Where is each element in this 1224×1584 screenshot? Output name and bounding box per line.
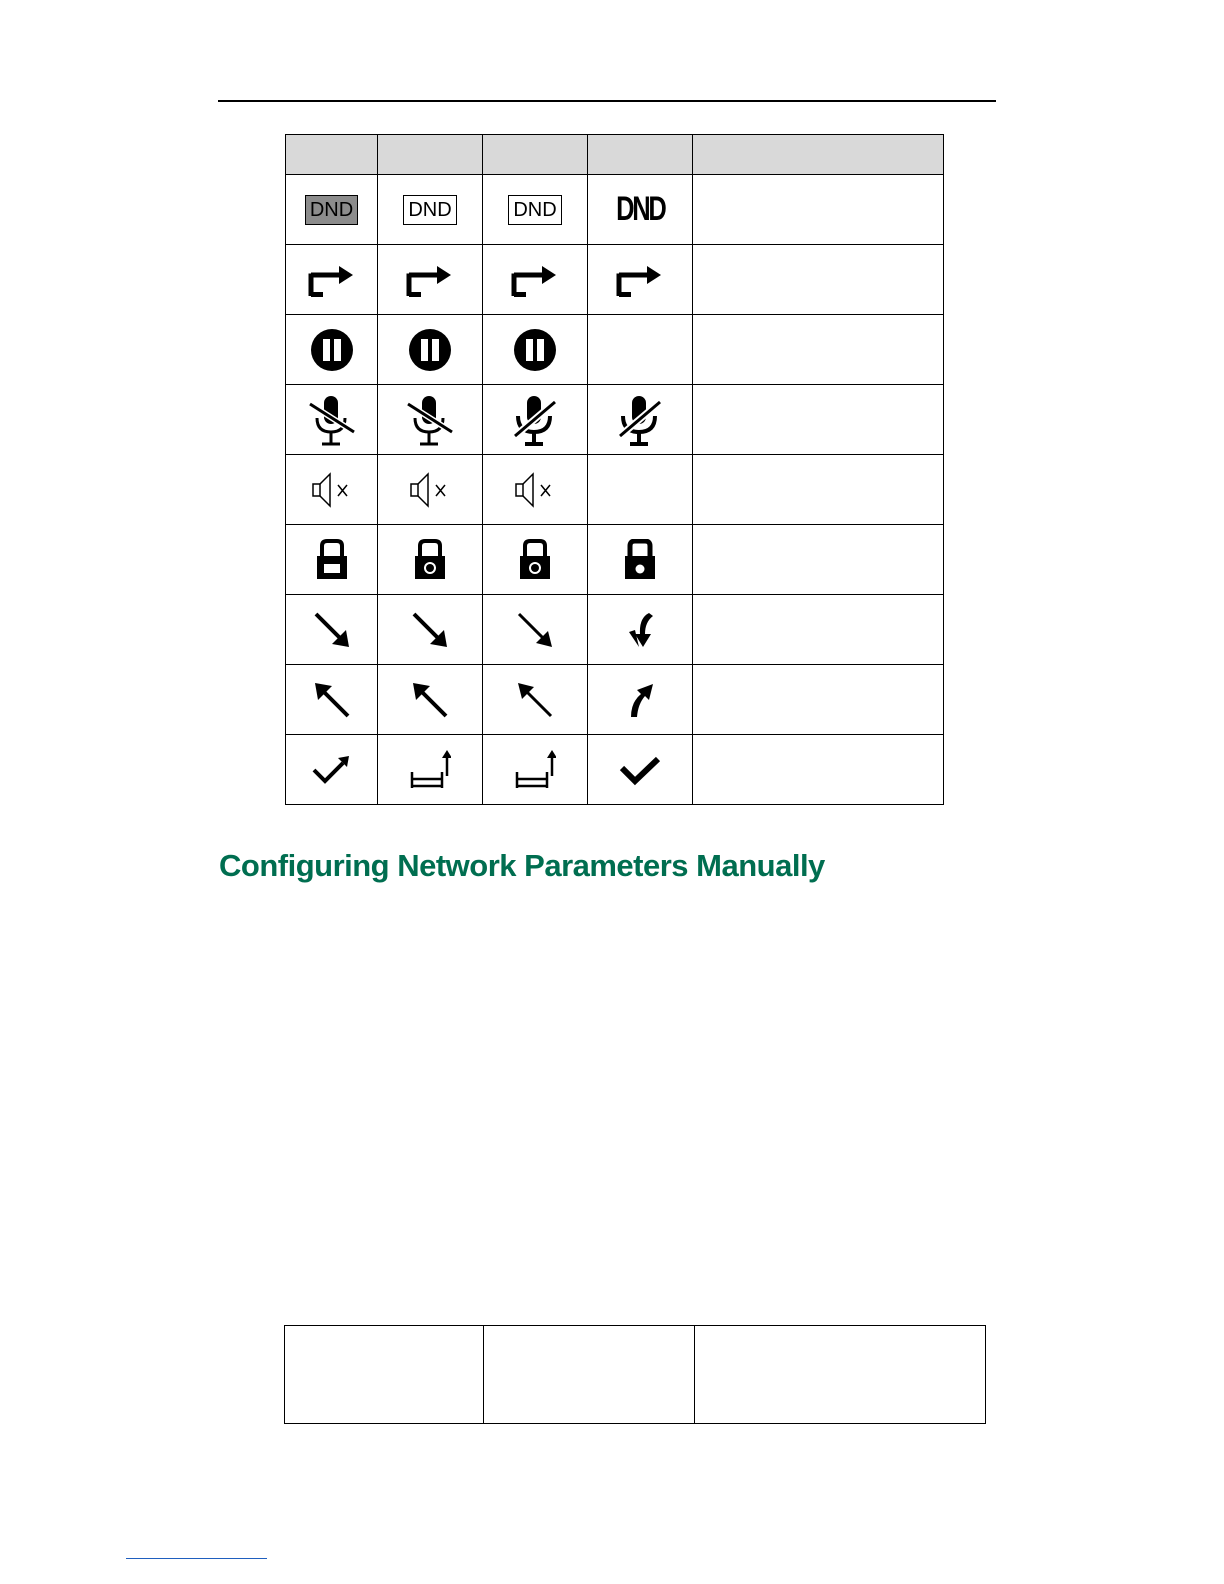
- lock-icon: [517, 539, 553, 581]
- incoming-call-icon: [312, 610, 352, 650]
- dnd-filled-icon: DND: [305, 195, 358, 225]
- icon-table: [285, 134, 944, 805]
- outgoing-call-icon: [515, 680, 555, 720]
- outgoing-curved-icon: [623, 680, 657, 720]
- header-cell: [483, 135, 588, 175]
- table-row: [286, 175, 944, 245]
- section-title: Configuring Network Parameters Manually: [219, 848, 825, 883]
- description-cell: [693, 175, 944, 245]
- header-cell: [693, 135, 944, 175]
- table-row: [286, 665, 944, 735]
- outgoing-call-icon: [312, 680, 352, 720]
- dnd-bold-icon: DND: [615, 190, 665, 228]
- empty-cell: [588, 315, 693, 385]
- header-cell: [378, 135, 483, 175]
- speaker-mute-icon: [408, 470, 452, 510]
- dnd-outline-icon: DND: [508, 195, 561, 225]
- call-forward-icon: [406, 262, 454, 298]
- dnd-outline-icon: DND: [403, 195, 456, 225]
- lock-icon: [622, 539, 658, 581]
- outgoing-call-icon: [410, 680, 450, 720]
- empty-cell: [588, 455, 693, 525]
- lock-icon: [314, 539, 350, 581]
- header-cell: [588, 135, 693, 175]
- header-rule: [218, 100, 996, 102]
- check-icon: [619, 754, 661, 786]
- description-cell: [693, 245, 944, 315]
- transfer-icon: [514, 750, 556, 790]
- hold-icon: [408, 328, 452, 372]
- description-cell: [693, 385, 944, 455]
- table-row: [286, 595, 944, 665]
- description-cell: [693, 315, 944, 385]
- call-forward-icon: [308, 262, 356, 298]
- call-forward-icon: [616, 262, 664, 298]
- table-row: [286, 385, 944, 455]
- description-cell: [693, 525, 944, 595]
- mute-mic-alt-icon: [509, 392, 561, 448]
- description-cell: [693, 735, 944, 805]
- header-cell: [286, 135, 378, 175]
- table-cell: [285, 1326, 484, 1424]
- table-row: [285, 1326, 986, 1424]
- description-cell: [693, 455, 944, 525]
- mute-mic-icon: [404, 392, 456, 448]
- network-table: [284, 1325, 986, 1424]
- incoming-call-icon: [515, 610, 555, 650]
- table-row: [286, 525, 944, 595]
- hold-icon: [513, 328, 557, 372]
- speaker-mute-icon: [310, 470, 354, 510]
- description-cell: [693, 665, 944, 735]
- hold-icon: [310, 328, 354, 372]
- mute-mic-alt-icon: [614, 392, 666, 448]
- incoming-curved-icon: [623, 610, 657, 650]
- transfer-icon: [409, 750, 451, 790]
- table-row: [286, 735, 944, 805]
- check-arrow-icon: [311, 754, 353, 786]
- table-header-row: [286, 135, 944, 175]
- speaker-mute-icon: [513, 470, 557, 510]
- table-row: [286, 455, 944, 525]
- footer-link-underline[interactable]: [126, 1558, 267, 1559]
- table-row: [286, 315, 944, 385]
- incoming-call-icon: [410, 610, 450, 650]
- description-cell: [693, 595, 944, 665]
- mute-mic-icon: [306, 392, 358, 448]
- table-row: [286, 245, 944, 315]
- lock-icon: [412, 539, 448, 581]
- table-cell: [484, 1326, 695, 1424]
- table-cell: [695, 1326, 986, 1424]
- call-forward-icon: [511, 262, 559, 298]
